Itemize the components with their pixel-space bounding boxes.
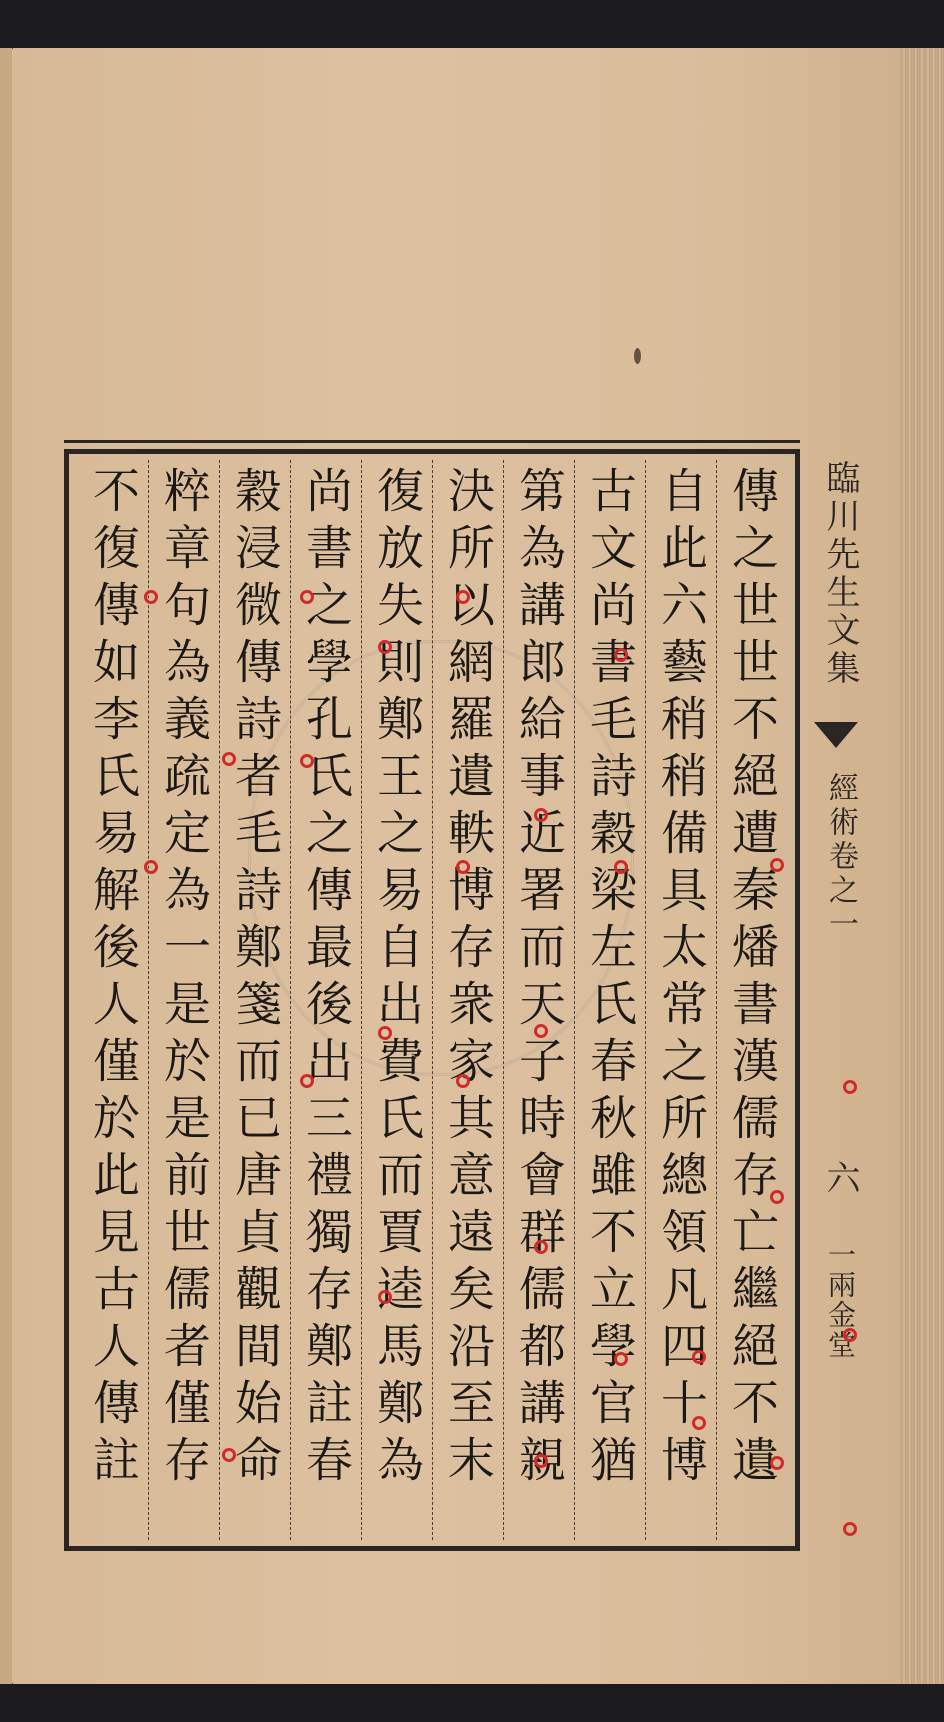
red-punctuation-circle (843, 1080, 857, 1094)
red-punctuation-circle (300, 754, 314, 768)
red-punctuation-circle (378, 1026, 392, 1040)
red-punctuation-circle (456, 860, 470, 874)
red-punctuation-circle (456, 590, 470, 604)
red-punctuation-circle (534, 1240, 548, 1254)
red-punctuation-circle (144, 590, 158, 604)
page-number: 六 (820, 1160, 860, 1194)
red-punctuation-circle (378, 640, 392, 654)
red-punctuation-circle (614, 648, 628, 662)
red-punctuation-circle (456, 1074, 470, 1088)
red-punctuation-circle (300, 590, 314, 604)
volume-label: 經術卷之一 (823, 772, 858, 942)
red-punctuation-circle (300, 1074, 314, 1088)
red-punctuation-circle (770, 1456, 784, 1470)
block-center-margin (808, 450, 864, 1550)
fish-tail-mark-icon (814, 722, 858, 748)
red-punctuation-circle (534, 1024, 548, 1038)
red-punctuation-circle (144, 860, 158, 874)
red-punctuation-circle (534, 1454, 548, 1468)
red-punctuation-circle (378, 1290, 392, 1304)
red-punctuation-circle (770, 1190, 784, 1204)
red-punctuation-circle (770, 858, 784, 872)
red-punctuation-circle (692, 1350, 706, 1364)
text-column-8: 穀浸微傳詩者毛詩鄭箋而已唐貞觀間始命 (219, 460, 290, 1540)
red-punctuation-circle (843, 1328, 857, 1342)
text-column-2: 自此六藝稍稍備具太常之所總領凡四十博 (645, 460, 716, 1540)
text-column-9: 粹章句為義疏定為一是於是前世儒者僅存 (148, 460, 219, 1540)
red-punctuation-circle (614, 860, 628, 874)
red-punctuation-circle (614, 1352, 628, 1366)
red-punctuation-circle (843, 1522, 857, 1536)
publisher-mark: 一兩金堂 (824, 1240, 857, 1360)
page-edges (900, 48, 944, 1684)
red-punctuation-circle (222, 1448, 236, 1462)
text-column-3: 古文尚書毛詩穀梁左氏春秋雖不立學官猶 (574, 460, 645, 1540)
text-column-7: 尚書之學孔氏之傳最後出三禮獨存鄭註春 (290, 460, 361, 1540)
red-punctuation-circle (534, 808, 548, 822)
facing-page-edge (0, 48, 12, 1684)
frame-top-rule (64, 440, 800, 443)
text-column-10: 不復傳如李氏易解後人僅於此見古人傳註 (85, 466, 140, 1492)
text-column-6: 復放失則鄭王之易自出費氏而賈逵馬鄭為 (361, 460, 432, 1540)
text-columns (77, 460, 787, 1540)
red-punctuation-circle (692, 1416, 706, 1430)
ink-smudge (634, 348, 641, 364)
text-column-5: 決所以網羅遺軼博存衆家其意遠矣沿至末 (432, 460, 503, 1540)
text-column-1: 傳之世世不絕遭秦燔書漢儒存亡繼絕不遺 (716, 460, 787, 1540)
text-column-4: 第為講郎給事近署而天子時會群儒都講親 (503, 460, 574, 1540)
red-punctuation-circle (222, 752, 236, 766)
book-title: 臨川先生文集 (820, 460, 860, 688)
